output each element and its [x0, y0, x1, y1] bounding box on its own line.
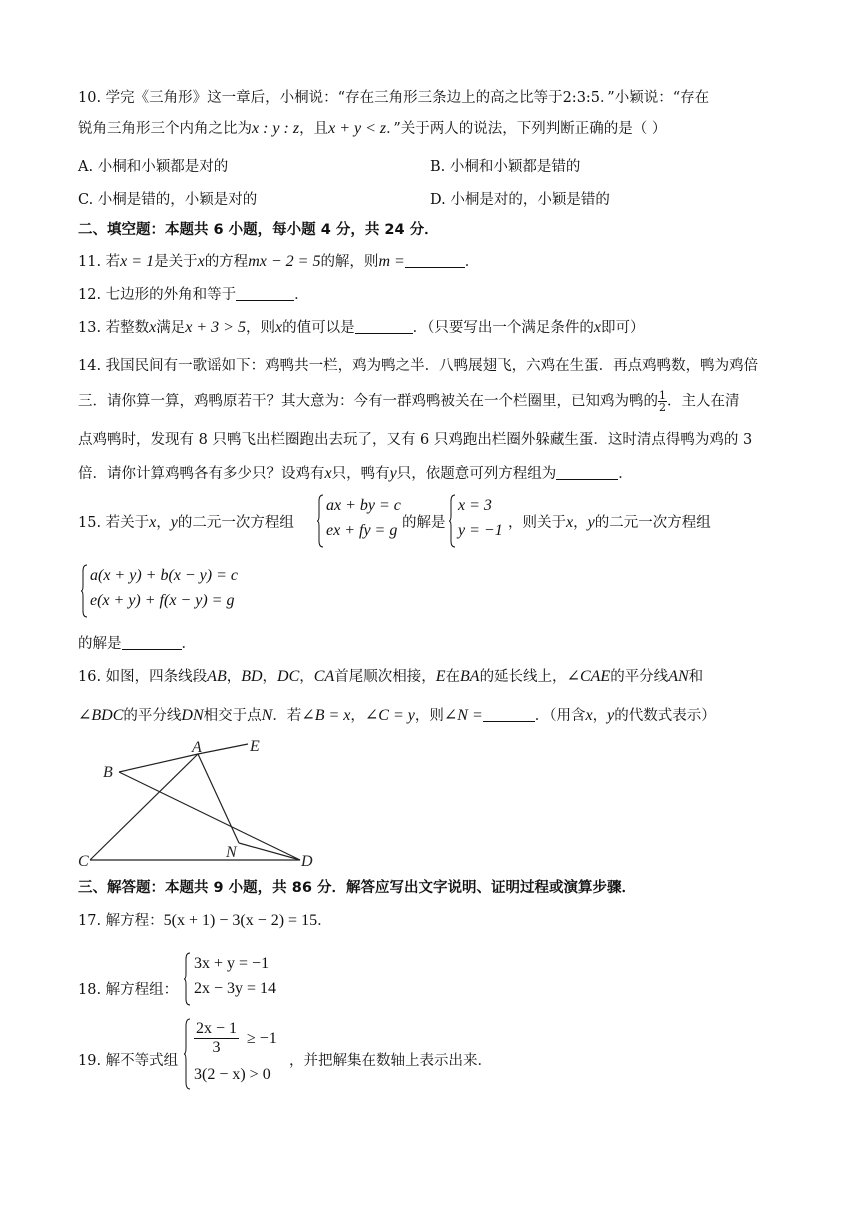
- q13: 13. 若整数x满足x + 3 > 5，则x的值可以是 ．（只要写出一个满足条件的x即可）: [78, 319, 645, 336]
- label-C: C: [78, 853, 89, 870]
- q14-line2: 三．请你算一算，鸡鸭原若干？其大意为：今有一群鸡鸭被关在一个栏圈里，已知鸡为鸭的 $\frac{1}{2}$ ．主人在清: [78, 389, 740, 414]
- q11: 11. 若x = 1是关于x的方程mx − 2 = 5的解，则m = ．: [78, 253, 480, 270]
- q15-mid: 的解是: [402, 515, 446, 531]
- q15-lead: 15. 若关于x，y的二元一次方程组: [78, 514, 294, 531]
- q14-line4: 倍．请你计算鸡鸭各有多少只？设鸡有x只，鸭有y只，依题意可列方程组为 ．: [78, 465, 633, 482]
- q12-blank[interactable]: [236, 286, 294, 301]
- label-B: B: [103, 764, 113, 781]
- q15-system3: a(x + y) + b(x − y) = c e(x + y) + f(x − y) = g: [80, 564, 260, 618]
- q10-option-a: A. 小桐和小颖都是对的: [78, 159, 229, 175]
- q19-system: 2x − 1 3 ≥ −1 3(2 − x) > 0: [183, 1018, 293, 1090]
- q18-system: 3x + y = −1 2x − 3y = 14: [183, 952, 293, 1006]
- label-D: D: [301, 853, 313, 870]
- q10-option-b: B. 小桐和小颖都是错的: [430, 159, 581, 175]
- q15-system2: x = 3 y = −1: [448, 494, 518, 548]
- segment-AE-extension: [198, 744, 248, 754]
- q16-blank[interactable]: [483, 707, 535, 722]
- q10-line1: 10. 学完《三角形》这一章后，小桐说：“存在三角形三条边上的高之比等于2:3:5．”小颖说：“存在: [78, 90, 710, 106]
- q19-tail: ，并把解集在数轴上表示出来．: [289, 1053, 492, 1069]
- q19-fraction: 2x − 1 3: [196, 1020, 238, 1056]
- section2-heading: 二、填空题：本题共 6 小题，每小题 4 分，共 24 分．: [78, 222, 439, 238]
- q18-lead: 18. 解方程组：: [78, 982, 179, 998]
- q14-fraction: $\frac{1}{2}$: [659, 389, 666, 414]
- brace-icon: [183, 952, 191, 1006]
- brace-icon: [80, 564, 88, 618]
- label-N: N: [226, 844, 237, 861]
- q16-geometry-figure: [72, 735, 332, 870]
- q10-option-d: D. 小桐是对的，小颖是错的: [430, 192, 610, 208]
- q15-blank[interactable]: [122, 635, 182, 650]
- label-A: A: [192, 739, 202, 756]
- q15-tail: ，则关于x，y的二元一次方程组: [508, 514, 711, 531]
- segment-AN: [198, 754, 239, 843]
- brace-icon: [316, 494, 324, 548]
- segment-BA: [119, 754, 198, 772]
- q15-system1: ax + by = c ex + fy = g: [316, 494, 406, 548]
- q14-line3: 点鸡鸭时，发现有 8 只鸭飞出栏圈跑出去玩了，又有 6 只鸡跑出栏圈外躲藏生蛋．这时清点得鸭为鸡的 3: [78, 432, 753, 448]
- q17: 17. 解方程：5(x + 1) − 3(x − 2) = 15．: [78, 912, 332, 929]
- q16-line1: 16. 如图，四条线段AB，BD，DC，CA首尾顺次相接，E在BA的延长线上，∠CAE的平分线AN和: [78, 668, 704, 685]
- q12: 12. 七边形的外角和等于 ．: [78, 287, 309, 303]
- q10-option-c: C. 小桐是错的，小颖是对的: [78, 192, 258, 208]
- brace-icon: [448, 494, 456, 548]
- q14-line1: 14. 我国民间有一歌谣如下：鸡鸭共一栏，鸡为鸭之半．八鸭展翅飞，六鸡在生蛋．再点鸡鸭数，鸭为鸡倍: [78, 358, 759, 374]
- label-E: E: [250, 738, 260, 755]
- segment-BD: [119, 772, 300, 860]
- q10-line2: 锐角三角形三个内角之比为x : y : z，且x + y < z．”关于两人的说法，下列判断正确的是（ ）: [78, 120, 667, 137]
- section3-heading: 三、解答题：本题共 9 小题，共 86 分．解答应写出文字说明、证明过程或演算步骤．: [78, 880, 636, 896]
- brace-icon: [183, 1018, 191, 1090]
- q11-blank[interactable]: [405, 253, 465, 268]
- q16-line2: ∠BDC的平分线DN相交于点N．若∠B = x，∠C = y，则∠N = ．（用含x，y的代数式表示）: [78, 707, 716, 724]
- q15-answer: 的解是 ．: [78, 636, 196, 652]
- q14-blank[interactable]: [556, 465, 618, 480]
- q19-lead: 19. 解不等式组: [78, 1053, 179, 1069]
- q13-blank[interactable]: [355, 319, 413, 334]
